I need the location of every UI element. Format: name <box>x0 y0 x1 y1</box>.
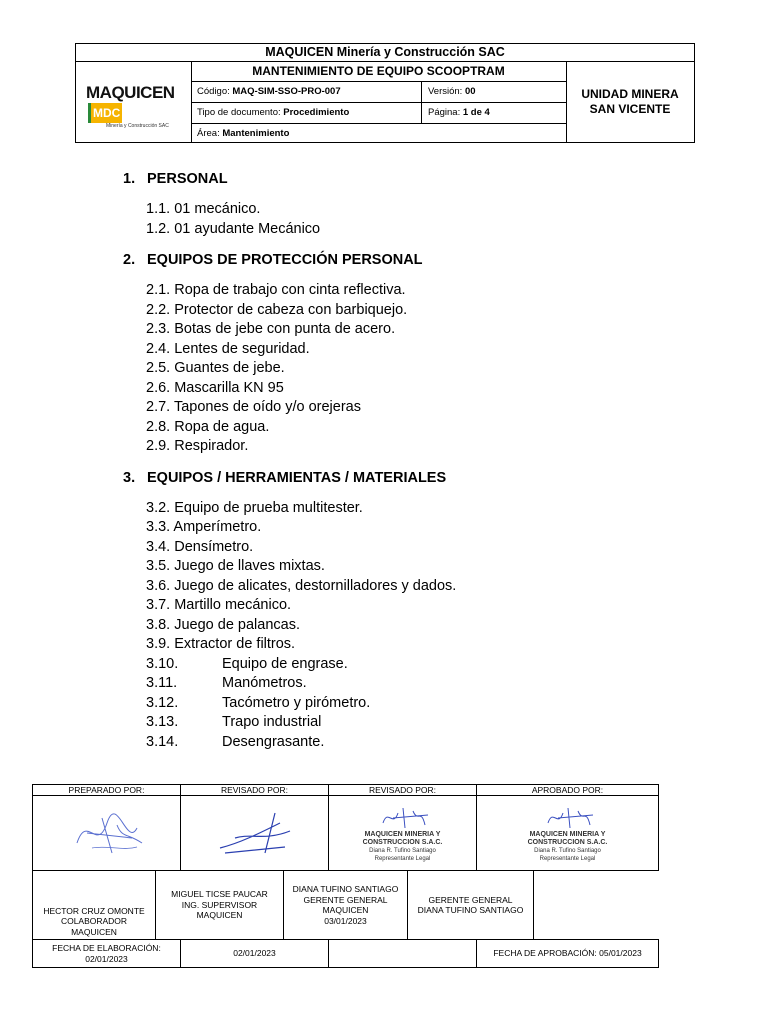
logo-text: MAQUICEN <box>86 83 175 102</box>
section-title: 2. EQUIPOS DE PROTECCIÓN PERSONAL <box>123 252 423 268</box>
document-title: MANTENIMIENTO DE EQUIPO SCOOPTRAM <box>191 61 566 82</box>
logo-subtitle: Minería y Construcción SAC <box>106 123 169 129</box>
list-item: 3.9. Extractor de filtros. <box>146 636 296 652</box>
document-header <box>75 43 695 143</box>
list-item: 3.7. Martillo mecánico. <box>146 597 292 613</box>
name-preparado: HECTOR CRUZ OMONTE COLABORADOR MAQUICEN <box>32 870 156 940</box>
list-item: 3.6. Juego de alicates, destornilladores y dados. <box>146 577 457 594</box>
list-item: 2.4. Lentes de seguridad. <box>146 340 310 357</box>
area-cell: Área: Mantenimiento <box>197 128 290 139</box>
list-item: 3.4. Densímetro. <box>146 538 254 555</box>
name-revisado-2: DIANA TUFINO SANTIAGO GERENTE GENERAL MAQUICEN 03/01/2023 <box>283 870 408 940</box>
list-item: 3.5. Juego de llaves mixtas. <box>146 558 325 574</box>
company-logo <box>76 61 192 142</box>
fecha-aprobacion: FECHA DE APROBACIÓN: 05/01/2023 <box>476 939 659 968</box>
list-item: 1.2. 01 ayudante Mecánico <box>146 220 321 237</box>
list-item: 3.14. Desengrasante. <box>146 733 325 750</box>
company-stamp: MAQUICEN MINERIA Y CONSTRUCCION S.A.C. Diana R. Tufino Santiago Representante Legal <box>527 831 608 862</box>
list-item: 3.8. Juego de palancas. <box>146 616 300 633</box>
list-item: 2.7. Tapones de oído y/o orejeras <box>146 399 361 415</box>
list-item: 3.11. Manómetros. <box>146 675 307 691</box>
list-item: 2.1. Ropa de trabajo con cinta reflectiva. <box>146 282 406 298</box>
company-name: MAQUICEN Minería y Construcción SAC <box>76 44 694 62</box>
handwritten-signature-icon <box>363 803 443 831</box>
list-item: 3.10. Equipo de engrase. <box>146 655 348 672</box>
company-stamp: MAQUICEN MINERIA Y CONSTRUCCION S.A.C. Diana R. Tufino Santiago Representante Legal <box>362 831 443 862</box>
section-title: 3. EQUIPOS / HERRAMIENTAS / MATERIALES <box>123 469 447 486</box>
name-aprobado: GERENTE GENERAL DIANA TUFINO SANTIAGO <box>407 870 534 940</box>
fecha-revision-empty <box>328 939 477 968</box>
logo-badge: MDC <box>88 103 122 123</box>
signature-box-aprobado <box>476 795 659 871</box>
list-item: 1.1. 01 mecánico. <box>146 201 261 217</box>
document-body <box>123 170 683 752</box>
signature-table <box>32 784 659 968</box>
section-title: 1. PERSONAL <box>123 171 228 187</box>
revisado-label-1: REVISADO POR: <box>180 784 329 796</box>
list-item: 3.13. Trapo industrial <box>146 714 322 730</box>
signature-box-revisado-1 <box>180 795 329 871</box>
revisado-label-2: REVISADO POR: <box>328 784 477 796</box>
fecha-elaboracion: FECHA DE ELABORACIÓN: 02/01/2023 <box>32 939 181 968</box>
header-info <box>191 61 567 142</box>
list-item: 3.3. Amperímetro. <box>146 519 262 535</box>
handwritten-signature-icon <box>528 803 608 831</box>
signature-box-revisado-2 <box>328 795 477 871</box>
handwritten-signature-icon <box>57 803 157 863</box>
codigo-cell: Código: MAQ-SIM-SSO-PRO-007 <box>191 82 422 102</box>
list-item: 2.5. Guantes de jebe. <box>146 360 285 376</box>
pagina-cell: Página: 1 de 4 <box>428 107 490 118</box>
tipo-cell: Tipo de documento: Procedimiento <box>191 103 422 123</box>
list-item: 3.12. Tacómetro y pirómetro. <box>146 694 371 711</box>
list-item: 2.9. Respirador. <box>146 438 249 454</box>
preparado-label: PREPARADO POR: <box>32 784 181 796</box>
list-item: 2.3. Botas de jebe con punta de acero. <box>146 321 396 337</box>
aprobado-label: APROBADO POR: <box>476 784 659 796</box>
name-revisado-1: MIGUEL TICSE PAUCAR ING. SUPERVISOR MAQUICEN <box>155 870 284 940</box>
list-item: 2.2. Protector de cabeza con barbiquejo. <box>146 301 408 318</box>
list-item: 3.2. Equipo de prueba multitester. <box>146 499 363 516</box>
list-item: 2.6. Mascarilla KN 95 <box>146 379 284 396</box>
signature-box-preparado <box>32 795 181 871</box>
unidad-minera: UNIDAD MINERA SAN VICENTE <box>581 86 679 116</box>
list-item: 2.8. Ropa de agua. <box>146 418 270 435</box>
handwritten-signature-icon <box>205 803 305 863</box>
fecha-revision: 02/01/2023 <box>180 939 329 968</box>
version-cell: Versión: 00 <box>428 86 476 97</box>
